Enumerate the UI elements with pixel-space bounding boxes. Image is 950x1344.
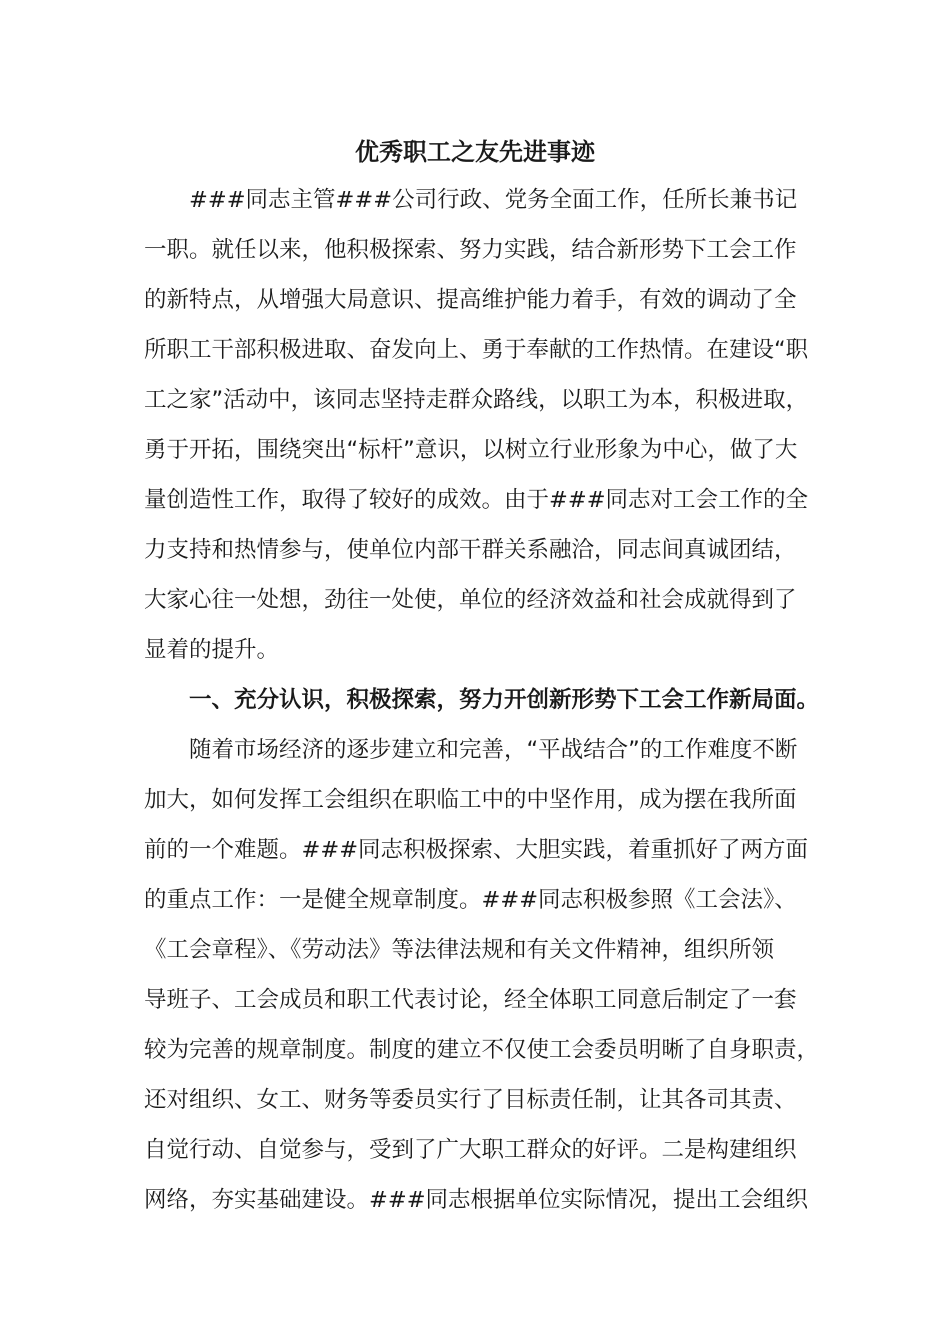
section-heading: 一、充分认识，积极探索，努力开创新形势下工会工作新局面。 [144,687,820,713]
paragraph-line-5: 工之家”活动中，该同志坚持走群众路线，以职工为本，积极进取， [144,387,809,413]
paragraph-line-18: 还对组织、女工、财务等委员实行了目标责任制，让其各司其责、 [144,1087,797,1113]
paragraph-line-4: 所职工干部积极进取、奋发向上、勇于奉献的工作热情。在建设“职 [144,337,809,363]
paragraph-line-17: 较为完善的规章制度。制度的建立不仅使工会委员明晰了自身职责， [144,1037,820,1063]
paragraph-line-20: 网络，夯实基础建设。###同志根据单位实际情况，提出工会组织 [144,1187,809,1213]
paragraph-line-19: 自觉行动、自觉参与，受到了广大职工群众的好评。二是构建组织 [144,1137,797,1163]
paragraph-line-2: 一职。就任以来，他积极探索、努力实践，结合新形势下工会工作 [144,237,797,263]
paragraph-line-1: ###同志主管###公司行政、党务全面工作，任所长兼书记 [144,187,798,213]
paragraph-line-11: 随着市场经济的逐步建立和完善，“平战结合”的工作难度不断 [144,737,798,763]
paragraph-line-12: 加大，如何发挥工会组织在职临工中的中坚作用，成为摆在我所面 [144,787,797,813]
paragraph-line-3: 的新特点，从增强大局意识、提高维护能力着手，有效的调动了全 [144,287,797,313]
paragraph-line-15: 《工会章程》、《劳动法》等法律法规和有关文件精神，组织所领 [144,937,775,963]
paragraph-line-9: 大家心往一处想，劲往一处使，单位的经济效益和社会成就得到了 [144,587,797,613]
paragraph-line-8: 力支持和热情参与，使单位内部干群关系融洽，同志间真诚团结， [144,537,797,563]
paragraph-line-10: 显着的提升。 [144,637,280,663]
paragraph-line-13: 前的一个难题。###同志积极探索、大胆实践，着重抓好了两方面 [144,837,809,863]
paragraph-line-16: 导班子、工会成员和职工代表讨论，经全体职工同意后制定了一套 [144,987,797,1013]
document-title: 优秀职工之友先进事迹 [355,138,595,166]
paragraph-line-6: 勇于开拓，围绕突出“标杆”意识，以树立行业形象为中心，做了大 [144,437,798,463]
paragraph-line-7: 量创造性工作，取得了较好的成效。由于###同志对工会工作的全 [144,487,809,513]
paragraph-line-14: 的重点工作：一是健全规章制度。###同志积极参照《工会法》、 [144,887,797,913]
